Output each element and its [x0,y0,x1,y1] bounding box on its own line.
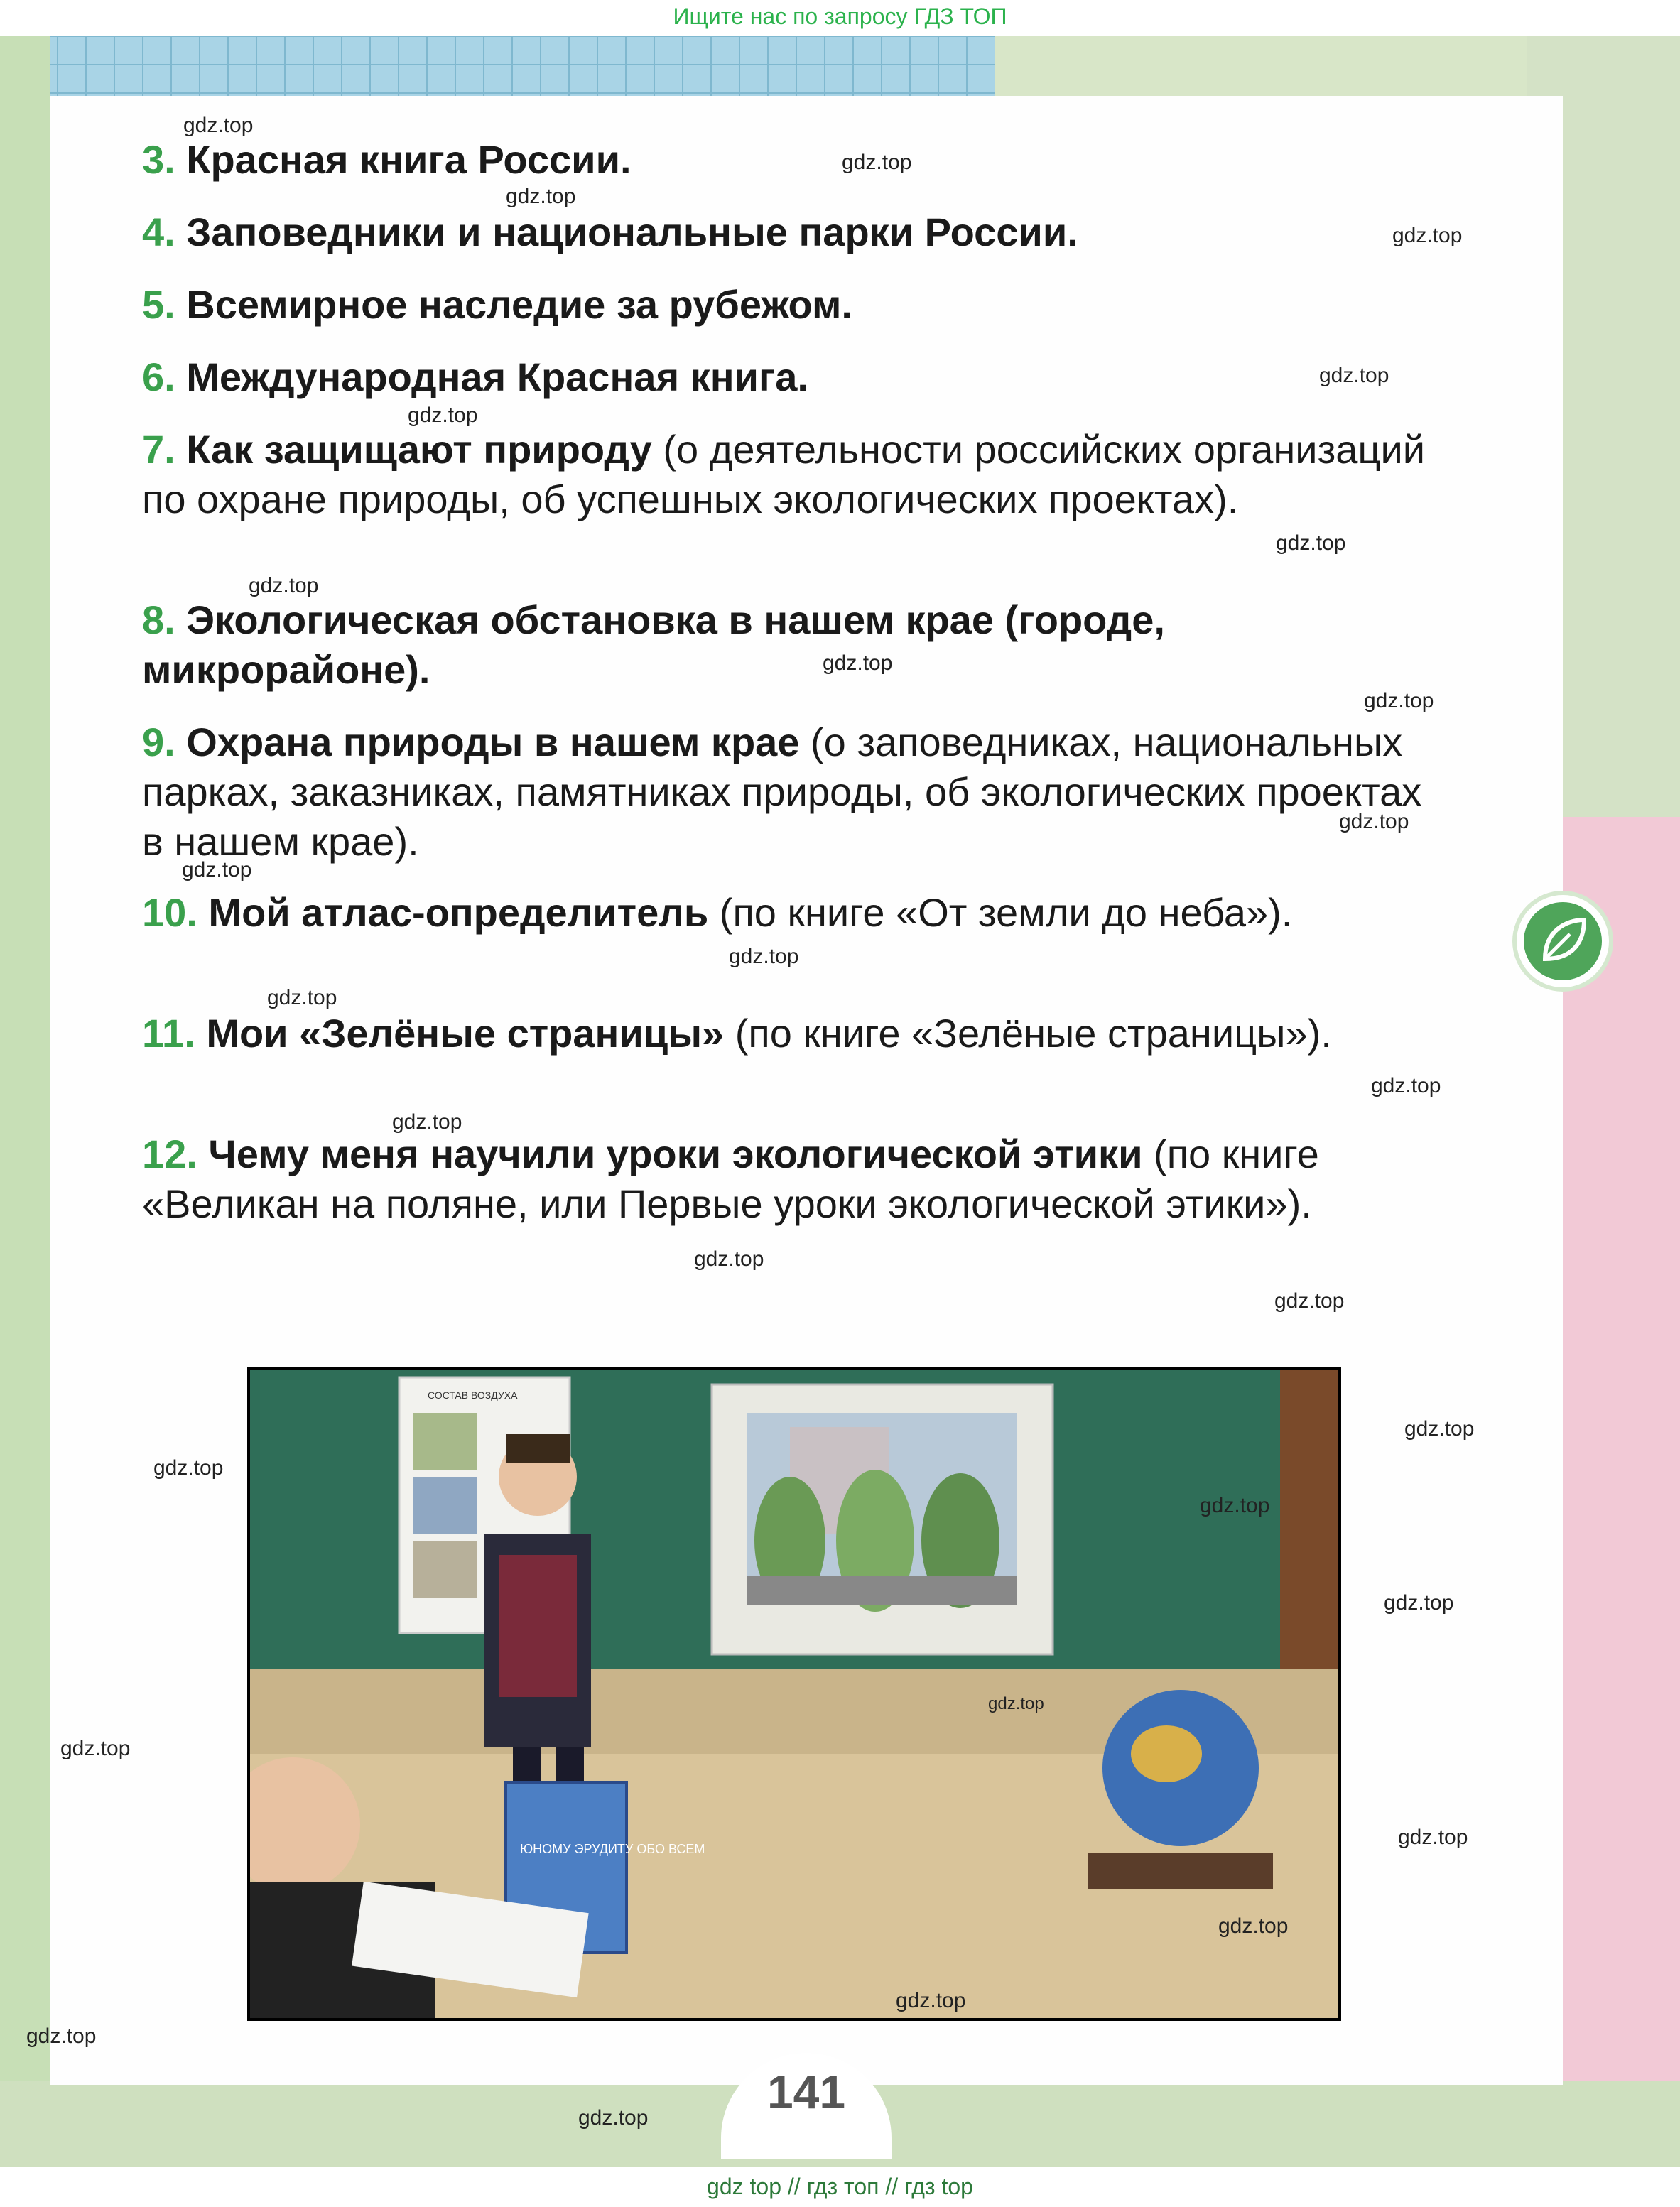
watermark: gdz.top [1274,1289,1345,1313]
watermark: gdz.top [1339,810,1409,833]
watermark: gdz.top [1218,1914,1289,1938]
item-title: Красная книга России. [186,137,632,182]
watermark: gdz.top [1364,689,1434,712]
item-title: Мои «Зелёные страницы» [206,1011,725,1056]
watermark: gdz.top [1404,1417,1475,1441]
watermark: gdz.top [182,858,252,882]
item-description: (по книге «От земли до неба»). [708,890,1293,935]
watermark: gdz.top [506,185,576,208]
list-item [142,352,1431,402]
watermark: gdz.top [60,1737,131,1760]
watermark: gdz.top [267,986,337,1009]
item-number: 7. [142,427,175,472]
watermark: gdz.top [26,2024,97,2048]
item-description: (о заповедниках, национальных парках, заказниках, памятниках природы, об экологических проектах в нашем крае). [142,720,1422,864]
item-number: 8. [142,597,175,642]
watermark: gdz.top [1398,1826,1468,1849]
watermark: gdz.top [249,574,319,597]
item-number: 5. [142,282,175,327]
book-cover-text: ЮНОМУ ЭРУДИТУ ОБО ВСЕМ [520,1842,705,1856]
item-title: Всемирное наследие за рубежом. [186,282,852,327]
item-title: Международная Красная книга. [186,354,808,399]
list-item [142,1129,1431,1229]
list-item [142,280,1431,330]
page-number: 141 [721,2053,892,2159]
list-item [142,888,1431,938]
list-item [142,717,1431,867]
list-item [142,135,1431,185]
leaf-icon-circle [1524,902,1602,980]
item-number: 4. [142,210,175,254]
poster-title: СОСТАВ ВОЗДУХА [428,1389,518,1401]
watermark: gdz.top [392,1110,462,1134]
watermark: gdz.top [1371,1074,1441,1097]
watermark: gdz.top [842,151,912,174]
item-title: Как защищают природу [186,427,652,472]
watermark: gdz.top [1319,364,1389,387]
watermark: gdz.top [823,651,893,675]
item-number: 6. [142,354,175,399]
item-number: 3. [142,137,175,182]
item-title: Экологическая обстановка в нашем крае (городе, микрорайоне). [142,597,1165,692]
watermark: gdz.top [578,2106,649,2130]
watermark: gdz.top [896,1989,966,2012]
watermark: gdz.top [408,403,478,427]
classroom-photo [247,1367,1341,2021]
top-banner[interactable]: Ищите нас по запросу ГДЗ ТОП [0,0,1680,36]
item-title: Чему меня научили уроки экологической этики [208,1132,1143,1176]
left-margin-background [0,36,50,2167]
watermark: gdz.top [729,945,799,968]
item-description: (по книге «Зелёные страницы»). [724,1011,1332,1056]
leaf-icon [1524,902,1602,980]
leaf-section-badge [1517,895,1609,987]
item-title: Охрана природы в нашем крае [186,720,800,764]
item-number: 10. [142,890,197,935]
item-number: 11. [142,1011,195,1056]
watermark: gdz.top [1200,1494,1270,1517]
watermark: gdz.top [153,1456,224,1480]
item-description: (о деятельности российских организаций по охране природы, об успешных экологических проектах). [142,427,1426,521]
watermark: gdz.top [1276,531,1346,555]
watermark: gdz.top [1384,1591,1454,1615]
item-number: 12. [142,1132,197,1176]
item-description: (по книге «Великан на поляне, или Первые уроки экологической этики»). [142,1132,1319,1226]
list-item [142,207,1431,257]
list-item [142,595,1431,695]
classroom-illustration [250,1370,1338,2018]
item-number: 9. [142,720,175,764]
list-item [142,425,1431,524]
watermark: gdz.top [183,114,254,137]
watermark: gdz.top [1392,224,1463,247]
item-title: Заповедники и национальные парки России. [186,210,1078,254]
item-title: Мой атлас-определитель [208,890,709,935]
footer-links[interactable]: gdz top // гдз топ // гдз top [0,2167,1680,2207]
watermark: gdz.top [988,1694,1044,1713]
list-item [142,1009,1431,1058]
watermark: gdz.top [694,1247,764,1271]
